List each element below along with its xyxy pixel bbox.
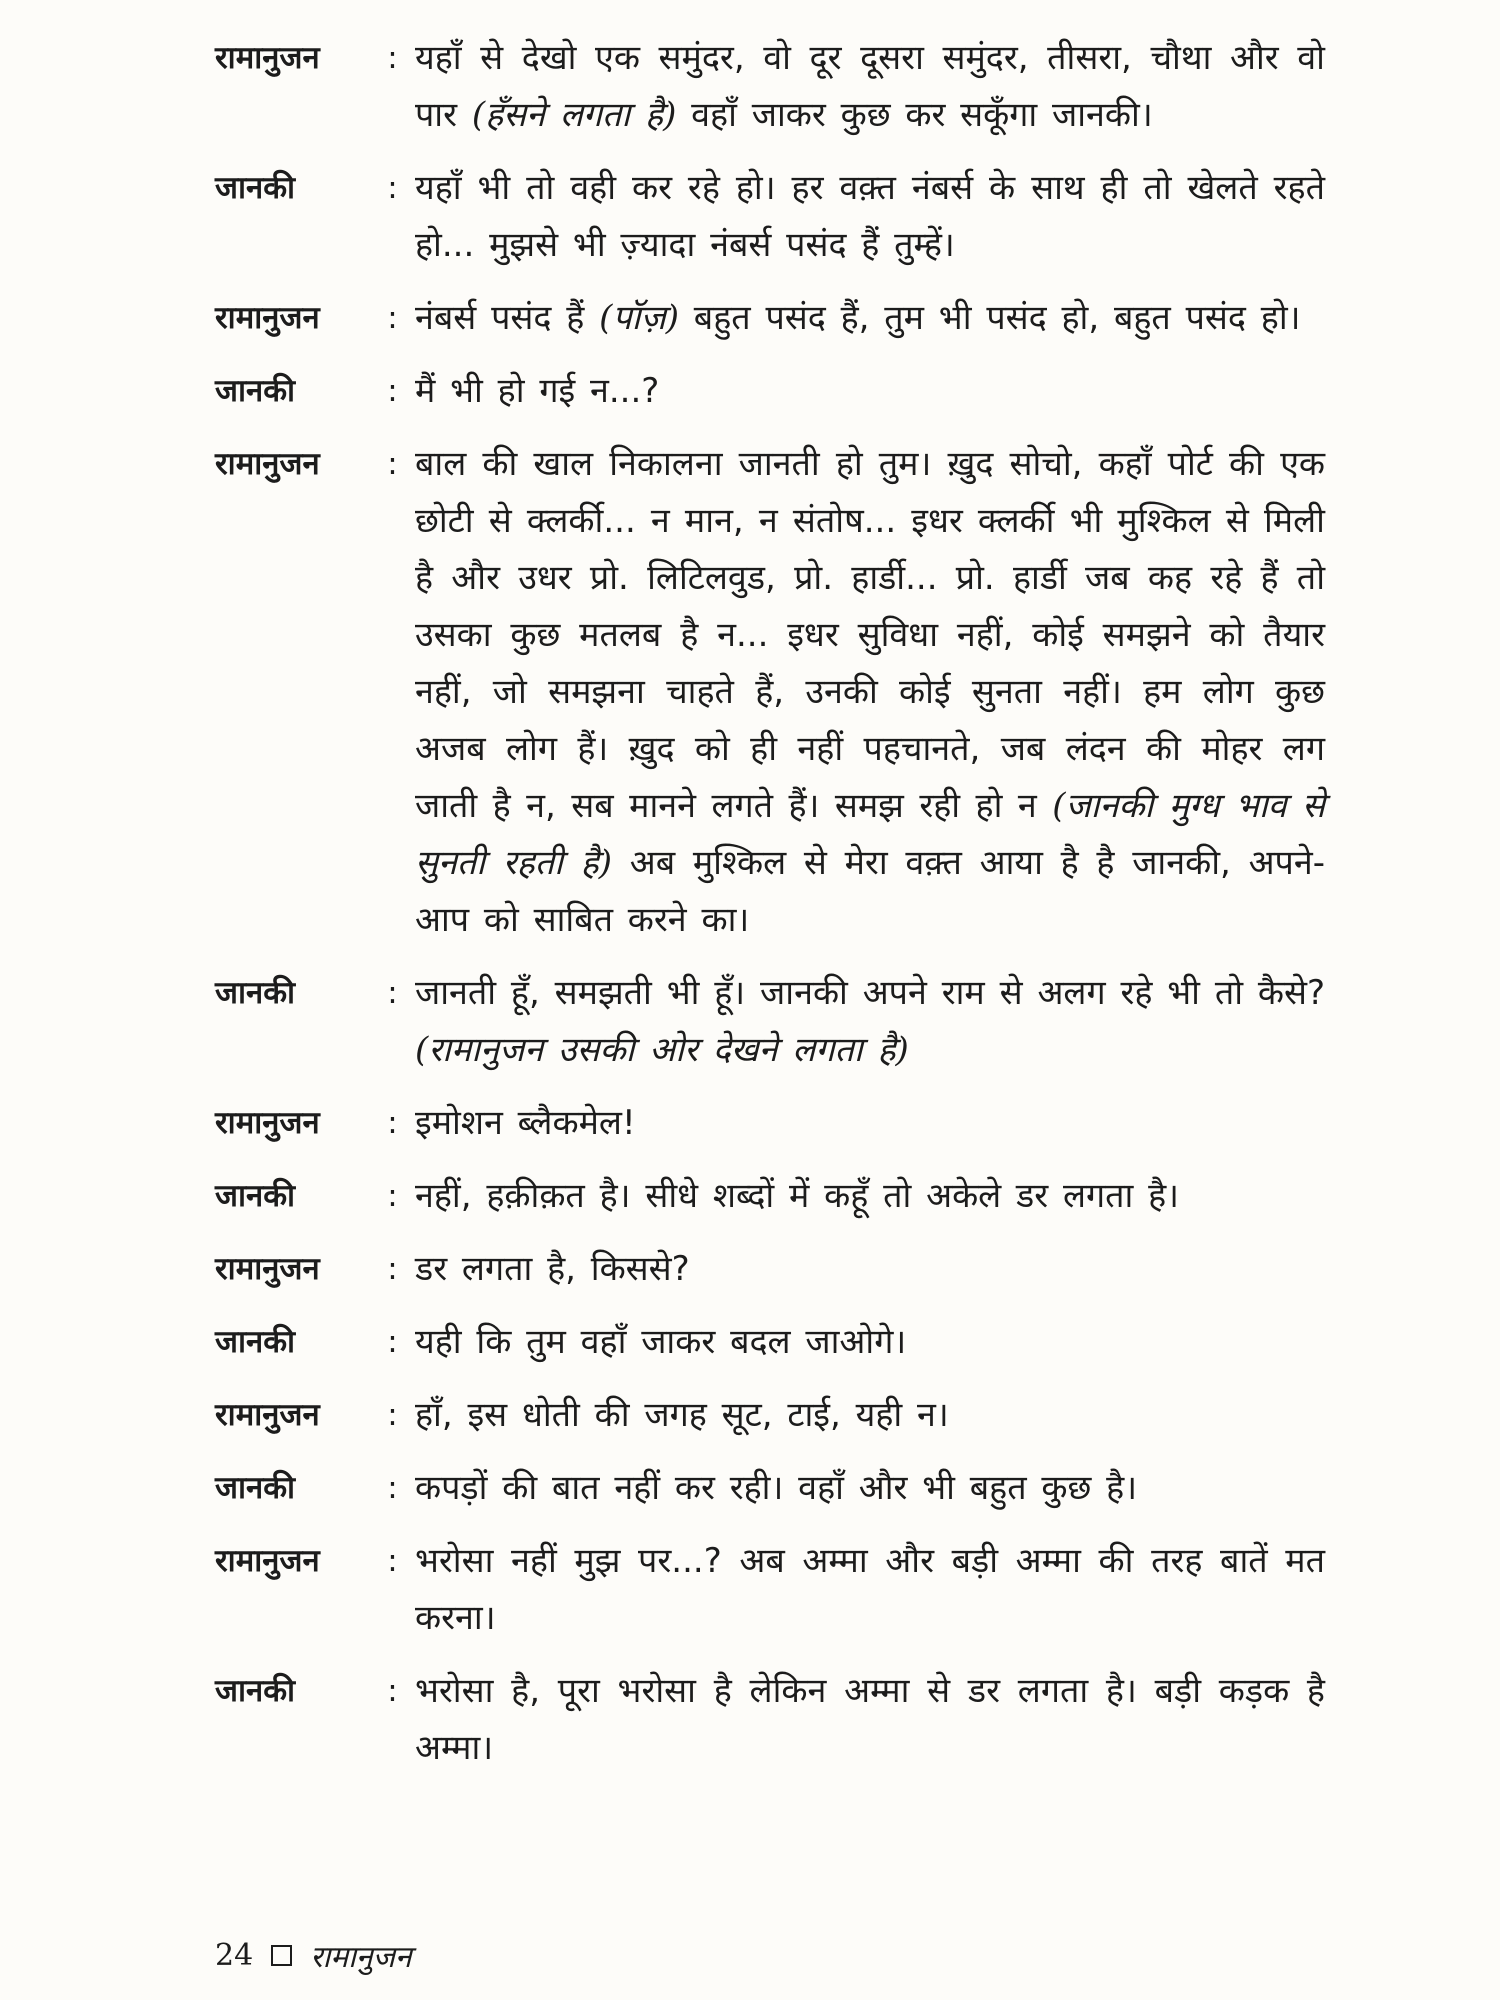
dialogue-text <box>415 1168 1325 1225</box>
dialogue-line <box>215 1241 1325 1298</box>
running-title: रामानुजन <box>310 1940 412 1975</box>
dialogue-line <box>215 436 1325 949</box>
dialogue-segment: वहाँ जाकर कुछ कर सकूँगा जानकी। <box>676 95 1153 135</box>
stage-direction: (जानकी मुग्ध भाव से सुनती रहती है) <box>415 786 1326 883</box>
dialogue-text <box>415 1663 1325 1777</box>
speaker-name: रामानुजन <box>215 446 320 482</box>
speaker-separator: : <box>387 1251 398 1287</box>
dialogue-text <box>415 965 1325 1079</box>
speaker-separator: : <box>387 1105 398 1141</box>
speaker-name: जानकी <box>215 1178 296 1214</box>
stage-direction: (रामानुजन उसकी ओर देखने लगता है) <box>415 1030 909 1070</box>
dialogue-text <box>415 1314 1325 1371</box>
dialogue-text <box>415 363 1325 420</box>
dialogue-segment: बाल की खाल निकालना जानती हो तुम। ख़ुद सोचो, कहाँ पोर्ट की एक छोटी से क्लर्की... न मान, न संतोष... इधर क्लर्की भी मुश्किल से मिली है और उधर प्रो. लिटिलवुड, प्रो. हार्डी... प्रो. हार्डी जब कह रहे हैं तो उसका कुछ मतलब है न... इधर सुविधा नहीं, कोई समझने को तैयार नहीं, जो समझना चाहते हैं, उनकी कोई सुनता नहीं। हम लोग कुछ अजब लोग हैं। ख़ुद को ही नहीं पहचानते, जब लंदन की मोहर लग जाती है न, सब मानने लगते हैं। समझ रही हो न <box>415 444 1325 826</box>
speaker-name: जानकी <box>215 1673 296 1709</box>
speaker-name: रामानुजन <box>215 1251 320 1287</box>
speaker-separator: : <box>387 1397 398 1433</box>
dialogue-segment: भरोसा है, पूरा भरोसा है लेकिन अम्मा से डर लगता है। बड़ी कड़क है अम्मा। <box>415 1671 1325 1768</box>
page-footer <box>215 1935 412 1976</box>
dialogue-segment: डर लगता है, किससे? <box>415 1249 690 1289</box>
dialogue-text <box>415 290 1325 347</box>
speaker-separator: : <box>387 373 398 409</box>
speaker-separator: : <box>387 1673 398 1709</box>
dialogue-text <box>415 1241 1325 1298</box>
dialogue-segment: बहुत पसंद हैं, तुम भी पसंद हो, बहुत पसंद हो। <box>679 298 1301 338</box>
dialogue-segment: नहीं, हक़ीक़त है। सीधे शब्दों में कहूँ तो अकेले डर लगता है। <box>415 1176 1180 1216</box>
dialogue-text <box>415 1460 1325 1517</box>
speaker-separator: : <box>387 446 398 482</box>
speaker-name: जानकी <box>215 1324 296 1360</box>
dialogue-line <box>215 965 1325 1079</box>
speaker-name: रामानुजन <box>215 1543 320 1579</box>
dialogue-line <box>215 290 1325 347</box>
dialogue-text <box>415 1095 1325 1152</box>
dialogue-text <box>415 30 1325 144</box>
page-number: 24 <box>215 1938 254 1973</box>
dialogue-text <box>415 1387 1325 1444</box>
dialogue-line <box>215 1533 1325 1647</box>
dialogue-line <box>215 160 1325 274</box>
dialogue-segment: अब मुश्किल से मेरा वक़्त आया है है जानकी, अपने-आप को साबित करने का। <box>415 843 1325 940</box>
dialogue-line <box>215 30 1325 144</box>
dialogue-segment: यही कि तुम वहाँ जाकर बदल जाओगे। <box>415 1322 907 1362</box>
dialogue-segment: मैं भी हो गई न...? <box>415 371 660 411</box>
dialogue-line <box>215 1168 1325 1225</box>
dialogue-text <box>415 160 1325 274</box>
dialogue-line <box>215 1663 1325 1777</box>
dialogue-segment: नंबर्स पसंद हैं <box>415 298 600 338</box>
speaker-name: जानकी <box>215 975 296 1011</box>
dialogue-line <box>215 363 1325 420</box>
speaker-name: रामानुजन <box>215 1397 320 1433</box>
speaker-separator: : <box>387 1543 398 1579</box>
dialogue-line <box>215 1095 1325 1152</box>
dialogue-list <box>215 30 1325 1793</box>
dialogue-line <box>215 1460 1325 1517</box>
speaker-name: जानकी <box>215 170 296 206</box>
speaker-separator: : <box>387 40 398 76</box>
speaker-name: रामानुजन <box>215 1105 320 1141</box>
dialogue-segment: हाँ, इस धोती की जगह सूट, टाई, यही न। <box>415 1395 949 1435</box>
dialogue-segment: इमोशन ब्लैकमेल! <box>415 1103 636 1143</box>
stage-direction: (हँसने लगता है) <box>471 95 677 135</box>
dialogue-text <box>415 436 1325 949</box>
speaker-name: जानकी <box>215 1470 296 1506</box>
speaker-separator: : <box>387 300 398 336</box>
dialogue-segment: यहाँ से देखो एक समुंदर, वो दूर दूसरा समुंदर, तीसरा, चौथा और वो पार <box>415 38 1325 135</box>
speaker-separator: : <box>387 975 398 1011</box>
speaker-name: रामानुजन <box>215 40 320 76</box>
speaker-name: रामानुजन <box>215 300 320 336</box>
square-bullet-icon <box>271 1945 292 1966</box>
stage-direction: (पॉज़) <box>599 298 679 338</box>
dialogue-text <box>415 1533 1325 1647</box>
dialogue-line <box>215 1314 1325 1371</box>
speaker-name: जानकी <box>215 373 296 409</box>
speaker-separator: : <box>387 1178 398 1214</box>
speaker-separator: : <box>387 170 398 206</box>
dialogue-line <box>215 1387 1325 1444</box>
dialogue-segment: भरोसा नहीं मुझ पर...? अब अम्मा और बड़ी अम्मा की तरह बातें मत करना। <box>415 1541 1325 1638</box>
speaker-separator: : <box>387 1324 398 1360</box>
dialogue-segment: कपड़ों की बात नहीं कर रही। वहाँ और भी बहुत कुछ है। <box>415 1468 1138 1508</box>
dialogue-segment: जानती हूँ, समझती भी हूँ। जानकी अपने राम से अलग रहे भी तो कैसे? <box>415 973 1325 1013</box>
speaker-separator: : <box>387 1470 398 1506</box>
dialogue-segment: यहाँ भी तो वही कर रहे हो। हर वक़्त नंबर्स के साथ ही तो खेलते रहते हो... मुझसे भी ज़्यादा नंबर्स पसंद हैं तुम्हें। <box>415 168 1325 265</box>
